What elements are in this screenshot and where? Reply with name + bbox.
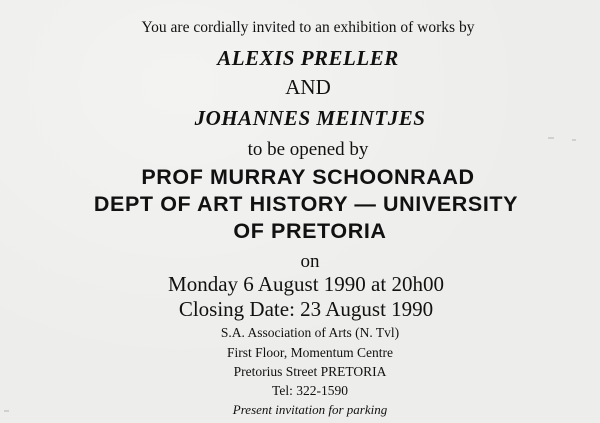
opening-date: Monday 6 August 1990 at 20h00	[168, 272, 444, 296]
print-speck	[548, 137, 554, 139]
on-text: on	[300, 251, 320, 272]
address-building: First Floor, Momentum Centre	[227, 345, 393, 360]
artist-name-1: ALEXIS PRELLER	[217, 46, 399, 70]
print-speck	[572, 139, 576, 141]
parking-note: Present invitation for parking	[232, 402, 388, 417]
speaker-affiliation: DEPT OF ART HISTORY — UNIVERSITY	[93, 192, 519, 216]
artist-name-2: JOHANNES MEINTJES	[194, 106, 426, 130]
print-speck	[4, 410, 9, 412]
closing-date: Closing Date: 23 August 1990	[178, 297, 434, 321]
address-telephone: Tel: 322-1590	[272, 383, 348, 398]
intro-text: You are cordially invited to an exhibition of works by	[141, 19, 475, 36]
opened-by-text: to be opened by	[247, 139, 369, 160]
address-organisation: S.A. Association of Arts (N. Tvl)	[220, 325, 400, 340]
conjunction-text: AND	[285, 75, 331, 99]
speaker-name: PROF MURRAY SCHOONRAAD	[141, 165, 475, 189]
speaker-affiliation-continued: OF PRETORIA	[233, 219, 387, 243]
address-street: Pretorius Street PRETORIA	[233, 364, 387, 379]
